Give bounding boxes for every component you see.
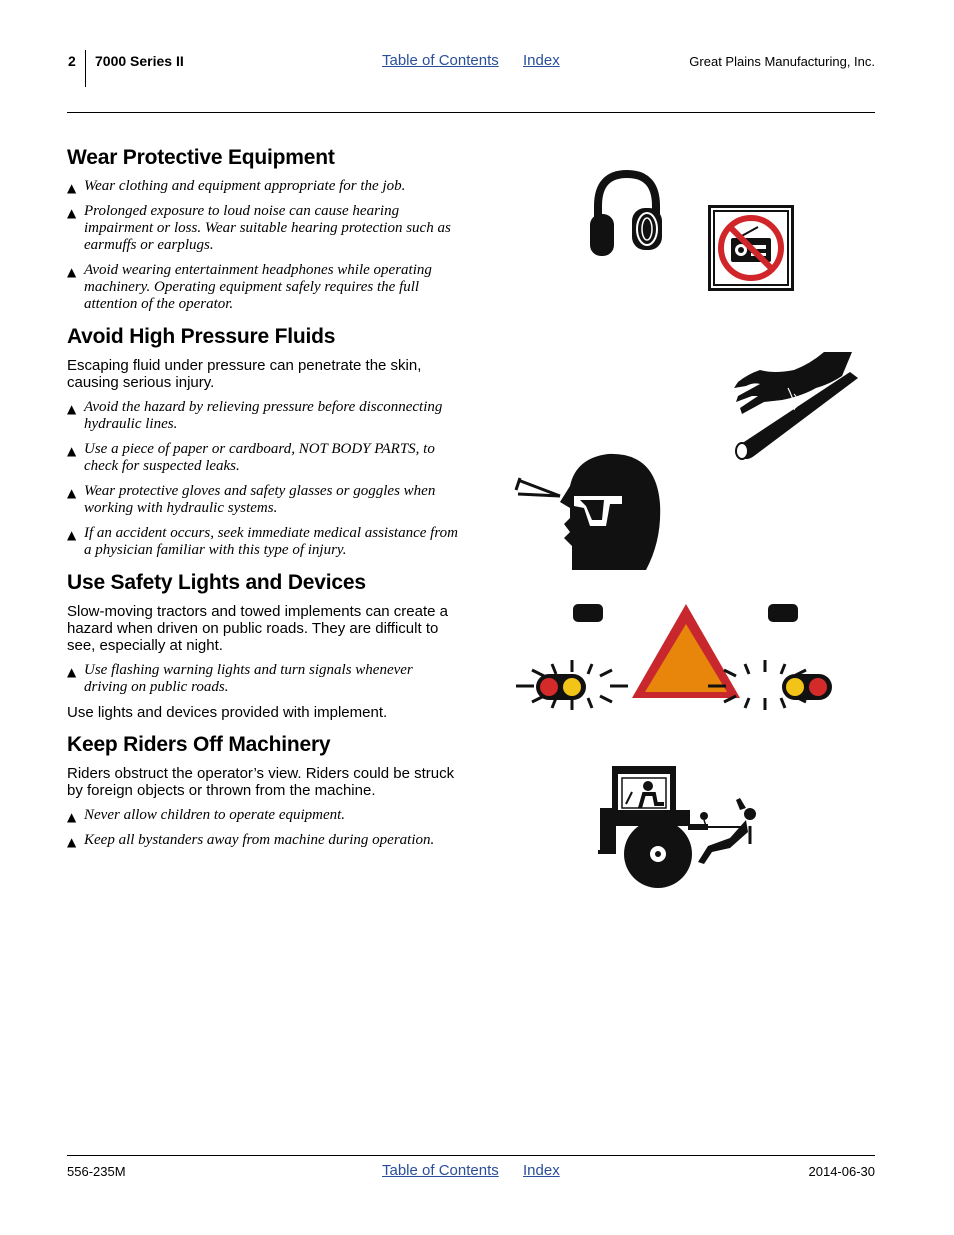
section-safety-lights (67, 571, 459, 721)
list-item: ▲ Never allow children to operate equipment. (67, 807, 346, 824)
headphones-icon (588, 168, 666, 258)
revision-date: 2014-06-30 (808, 1164, 875, 1179)
list-item: ▲ If an accident occurs, seek immediate medical assistance from a physician familiar with this type of injury. (67, 525, 458, 558)
header-divider (85, 50, 86, 87)
section-outro: Use lights and devices provided with implement. (67, 704, 388, 721)
no-radio-icon (708, 205, 794, 291)
list-item: ▲ Prolonged exposure to loud noise can cause hearing impairment or loss. Wear suitable hearing protection such as earmuffs or earplugs. (67, 203, 451, 253)
content-column (67, 146, 459, 861)
company-name: Great Plains Manufacturing, Inc. (689, 54, 875, 69)
list-item: ▲ Use flashing warning lights and turn signals whenever driving on public roads. (67, 662, 413, 695)
hand-leak-icon (730, 350, 860, 462)
triangle-bullet-icon: ▲ (67, 402, 77, 416)
section-title: Use Safety Lights and Devices (67, 571, 366, 594)
triangle-bullet-icon: ▲ (67, 835, 77, 849)
section-title: Keep Riders Off Machinery (67, 733, 331, 756)
triangle-bullet-icon: ▲ (67, 486, 77, 500)
page-header (0, 0, 954, 115)
footer-rule (67, 1155, 875, 1156)
index-link-bottom[interactable]: Index (523, 1162, 560, 1179)
section-high-pressure-fluids (67, 325, 459, 559)
list-item: ▲ Avoid the hazard by relieving pressure before disconnecting hydraulic lines. (67, 399, 443, 432)
triangle-bullet-icon: ▲ (67, 810, 77, 824)
manual-title: 7000 Series II (95, 53, 184, 69)
list-item: ▲ Wear protective gloves and safety glasses or goggles when working with hydraulic systems. (67, 483, 436, 516)
triangle-bullet-icon: ▲ (67, 265, 77, 279)
section-intro: Riders obstruct the operator’s view. Riders could be struck by foreign objects or thrown from the machine. (67, 765, 455, 799)
safety-glasses-icon (514, 452, 662, 572)
bullet-list (67, 399, 459, 559)
section-title: Avoid High Pressure Fluids (67, 325, 336, 348)
page-number: 2 (68, 53, 76, 69)
list-item: ▲ Avoid wearing entertainment headphones while operating machinery. Operating equipment safely requires the full attention of the operator. (67, 262, 432, 312)
bullet-list (67, 662, 459, 696)
list-item: ▲ Keep all bystanders away from machine during operation. (67, 832, 435, 849)
section-keep-riders-off (67, 733, 459, 849)
header-rule (67, 112, 875, 113)
index-link-top[interactable]: Index (523, 52, 560, 69)
triangle-bullet-icon: ▲ (67, 206, 77, 220)
smv-emblem-icon (512, 602, 860, 718)
tractor-rider-icon (596, 764, 764, 890)
triangle-bullet-icon: ▲ (67, 528, 77, 542)
list-item: ▲ Use a piece of paper or cardboard, NOT BODY PARTS, to check for suspected leaks. (67, 441, 435, 474)
bullet-list (67, 178, 459, 313)
toc-link-top[interactable]: Table of Contents (382, 52, 499, 69)
bullet-list (67, 807, 459, 849)
list-item: ▲ Wear clothing and equipment appropriate for the job. (67, 178, 406, 195)
document-code: 556-235M (67, 1164, 126, 1179)
section-intro: Slow-moving tractors and towed implements can create a hazard when driven on public roads. They are difficult to see, especially at night. (67, 603, 449, 654)
section-protective-equipment (67, 146, 459, 313)
triangle-bullet-icon: ▲ (67, 181, 77, 195)
section-intro: Escaping fluid under pressure can penetrate the skin, causing serious injury. (67, 357, 422, 391)
triangle-bullet-icon: ▲ (67, 444, 77, 458)
toc-link-bottom[interactable]: Table of Contents (382, 1162, 499, 1179)
triangle-bullet-icon: ▲ (67, 665, 77, 679)
section-title: Wear Protective Equipment (67, 146, 335, 169)
